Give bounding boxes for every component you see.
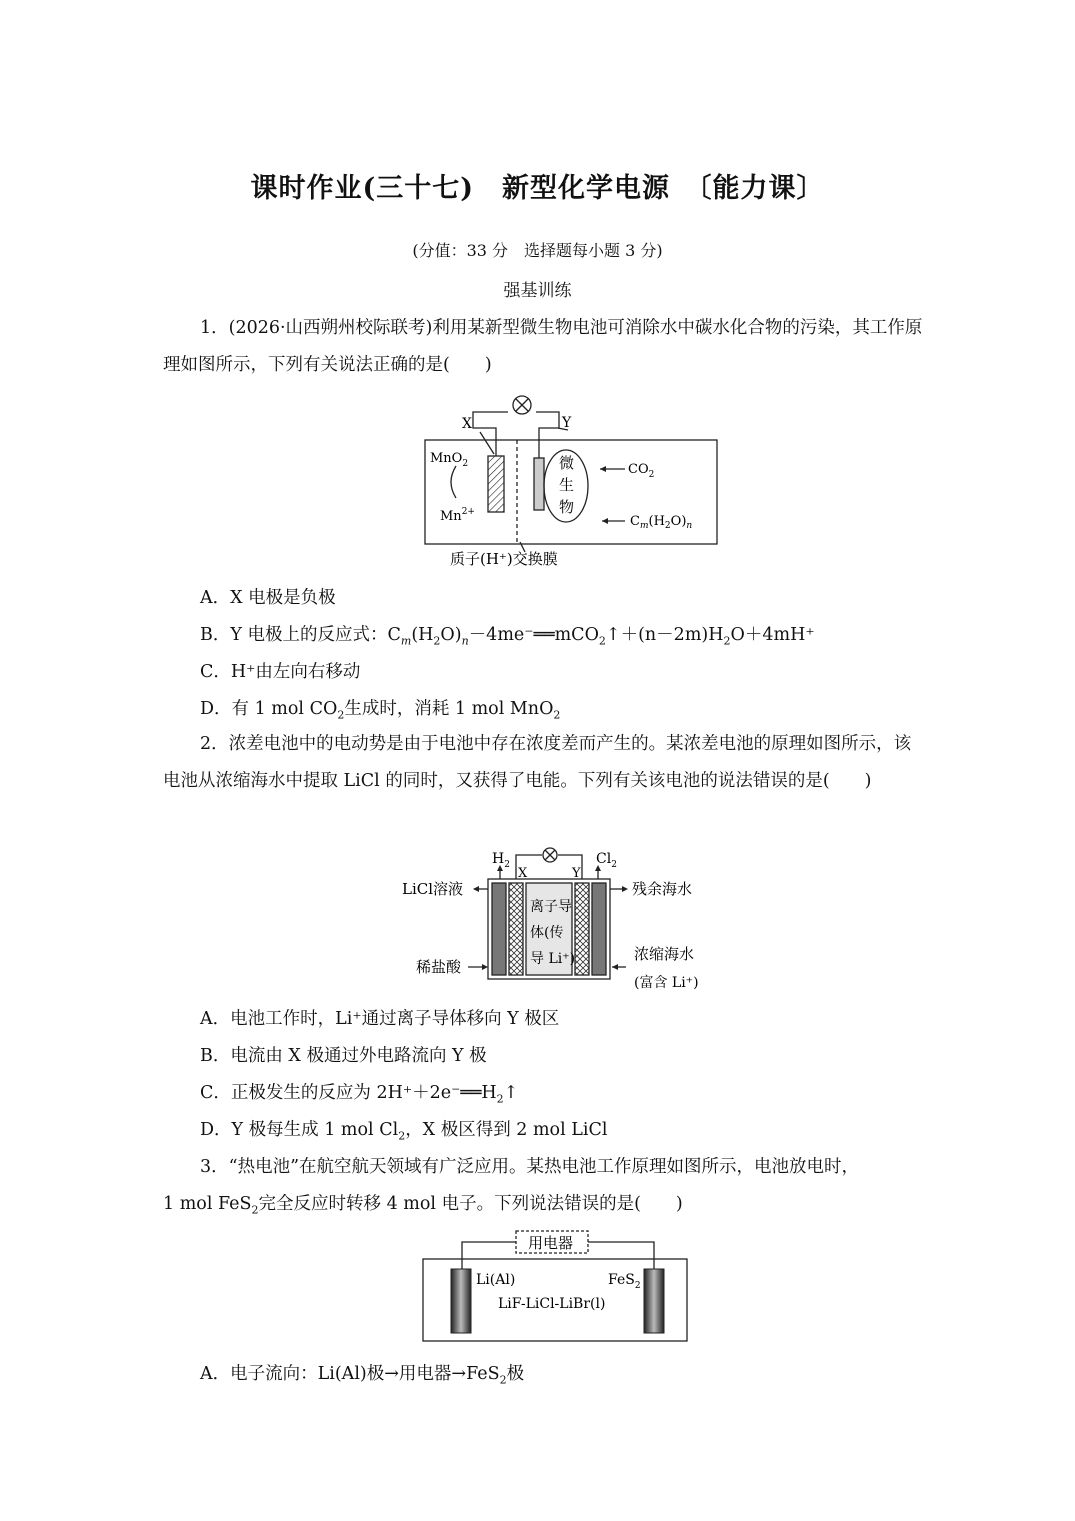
q2-option-b[interactable]: B．电流由 X 极通过外电路流向 Y 极 — [200, 1046, 487, 1066]
q2-option-d[interactable]: D．Y 极每生成 1 mol $Cl_2$，X 极区得到 2 mol LiCl — [200, 1120, 608, 1143]
conductor-label-3: 导 Li⁺) — [530, 951, 576, 967]
microbe-label-1: 微 — [559, 454, 575, 472]
co2-label: $CO_2$ — [628, 462, 655, 480]
q2-option-c[interactable]: C．正极发生的反应为 $2H^++2e^-══H_2↑$ — [200, 1083, 519, 1106]
electrode-x-label: X — [462, 416, 472, 432]
membrane-label: 质子(H⁺)交换膜 — [450, 550, 558, 568]
h2-label: $H_2$ — [492, 851, 510, 870]
question-2-stem: 2．浓差电池中的电动势是由于电池中存在浓度差而产生的。某浓差电池的原理如图所示，该电池从浓缩海水中提取 LiCl 的同时，又获得了电能。下列有关该电池的说法错误的是( ) — [163, 734, 912, 791]
conductor-label-1: 离子导 — [530, 899, 572, 915]
microbe-label-2: 生 — [559, 476, 575, 494]
residual-seawater-label: 残余海水 — [632, 880, 693, 898]
conductor-label-2: 体(传 — [530, 925, 564, 941]
q3-option-a[interactable]: A．电子流向：Li(Al)极→用电器→FeS$_2$极 — [200, 1364, 525, 1387]
microbial-cell-diagram — [410, 392, 730, 572]
mno2-label: MnO$_2$ — [430, 451, 469, 469]
q1-option-b[interactable]: B．Y 电极上的反应式：$C_m(H_2O)_n-4me^-══mCO_2↑+(n-2m)H_2O+4mH^+$ — [200, 625, 815, 648]
licl-solution-label: LiCl溶液 — [402, 880, 464, 898]
question-3-stem-line1: 3．“热电池”在航空航天领域有广泛应用。某热电池工作原理如图所示，电池放电时， — [200, 1157, 860, 1177]
concentration-cell-diagram — [400, 845, 720, 995]
score-note: (分值：33 分 选择题每小题 3 分) — [412, 241, 663, 260]
cl2-label: $Cl_2$ — [596, 851, 617, 870]
device-label: 用电器 — [528, 1234, 574, 1252]
concentrated-seawater-label: 浓缩海水 — [634, 945, 695, 963]
page-title: 课时作业(三十七) 新型化学电源 〔能力课〕 — [250, 173, 825, 204]
q1-option-d[interactable]: D．有 1 mol $CO_2$生成时，消耗 1 mol MnO$_2$ — [200, 699, 561, 722]
microbe-label-3: 物 — [559, 498, 575, 516]
dilute-hcl-label: 稀盐酸 — [416, 958, 462, 976]
section-heading: 强基训练 — [503, 281, 572, 301]
q1-option-c[interactable]: C．H⁺由左向右移动 — [200, 662, 361, 682]
carbohydrate-label: $C_m(H_2O)_n$ — [630, 514, 693, 531]
question-1-stem: 1．(2026·山西朔州校际联考)利用某新型微生物电池可消除水中碳水化合物的污染，其工作原理如图所示，下列有关说法正确的是( ) — [163, 318, 923, 375]
electrolyte-label: LiF-LiCl-LiBr(l) — [498, 1296, 606, 1312]
anode-label: Li(Al) — [476, 1272, 516, 1288]
cathode-label: FeS$_2$ — [608, 1272, 641, 1291]
electrode-y-label: Y — [572, 866, 581, 881]
rich-li-label: (富含 Li⁺) — [634, 975, 699, 991]
electrode-x-label: X — [518, 866, 528, 881]
question-3-stem-line2: 1 mol FeS$_2$完全反应时转移 4 mol 电子。下列说法错误的是( ) — [163, 1194, 683, 1217]
thermal-battery-diagram — [418, 1226, 693, 1346]
electrode-y-label: Y — [562, 415, 572, 431]
q2-option-a[interactable]: A．电池工作时，Li⁺通过离子导体移向 Y 极区 — [200, 1009, 560, 1029]
q1-option-a[interactable]: A．X 电极是负极 — [200, 588, 336, 608]
mn2-label: $Mn^{2+}$ — [440, 507, 475, 524]
